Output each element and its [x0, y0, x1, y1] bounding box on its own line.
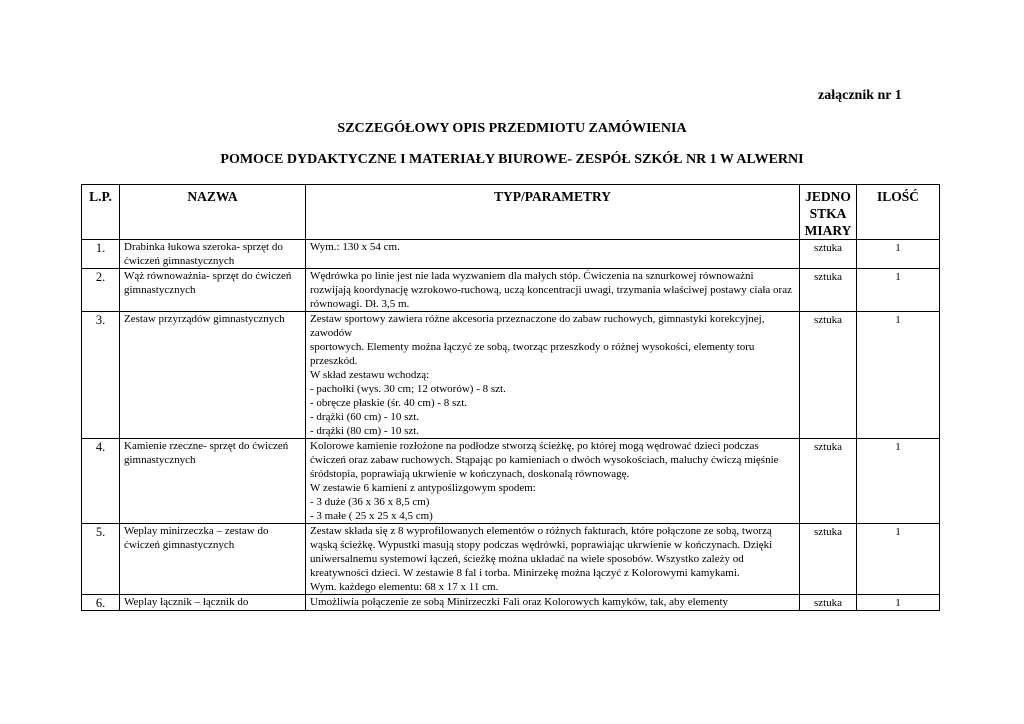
item-params — [306, 312, 800, 439]
row-number: 6. — [82, 595, 120, 611]
item-unit: sztuka — [800, 439, 857, 524]
table-row — [82, 524, 940, 595]
table-header-row — [82, 185, 940, 240]
params-line: wąską ścieżkę. Wypustki masują stopy podczas wędrówki, poprawiając ukrwienie w kończynach. Dzięki uniwersalnemu systemowi łączeń, ścieżkę można układać na wiele sposobów. Wszystko zależy od kreatywności dzieci. W zestawie 8 fal i torba. Minirzekę można łączyć z Kolorowymi kamykami. — [310, 539, 773, 579]
params-line: Zestaw sportowy zawiera różne akcesoria przeznaczone do zabaw ruchowych, gimnastyki korekcyjnej, zawodów — [310, 313, 765, 339]
item-name: Weplay łącznik – łącznik do — [120, 595, 306, 611]
row-number: 1. — [82, 240, 120, 269]
specification-table — [81, 184, 940, 611]
params-line: - drążki (60 cm) - 10 szt. — [310, 411, 420, 423]
item-name: Zestaw przyrządów gimnastycznych — [120, 312, 306, 439]
table-row — [82, 240, 940, 269]
params-line: Wym. każdego elementu: 68 x 17 x 11 cm. — [310, 581, 499, 593]
item-params — [306, 524, 800, 595]
item-params — [306, 240, 800, 269]
table-row — [82, 595, 940, 611]
params-line: - drążki (80 cm) - 10 szt. — [310, 425, 420, 437]
item-quantity: 1 — [857, 439, 940, 524]
row-number: 2. — [82, 269, 120, 312]
params-line: Wędrówka po linie jest nie lada wyzwaniem dla małych stóp. Ćwiczenia na sznurkowej równoważni rozwijają koordynację wzrokowo-ruchową, uczą koncentracji uwagi, trzymania właściwej postawy ciała oraz równowagi. Dł. 3,5 m. — [310, 270, 792, 310]
item-unit: sztuka — [800, 240, 857, 269]
annex-label: załącznik nr 1 — [818, 88, 902, 103]
params-line: Umożliwia połączenie ze sobą Minirzeczki Fali oraz Kolorowych kamyków, tak, aby elementy — [310, 596, 729, 608]
params-line: Kolorowe kamienie rozłożone na podłodze stworzą ścieżkę, po której mogą wędrować dzieci podczas ćwiczeń oraz zabaw ruchowych. Stąpając po kamieniach o dwóch wysokościach, maluchy ćwiczą mięśnie śródstopia, poprawiają ukrwienie w kończynach, doskonalą równowagę. — [310, 440, 779, 480]
params-line: W skład zestawu wchodzą: — [310, 369, 430, 381]
document-subtitle: POMOCE DYDAKTYCZNE I MATERIAŁY BIUROWE- ZESPÓŁ SZKÓŁ NR 1 W ALWERNI — [220, 152, 804, 167]
column-header-name: NAZWA — [120, 185, 306, 240]
item-params — [306, 269, 800, 312]
column-header-unit: JEDNO STKA MIARY — [800, 185, 857, 240]
params-line: - obręcze płaskie (śr. 40 cm) - 8 szt. — [310, 397, 467, 409]
item-unit: sztuka — [800, 269, 857, 312]
row-number: 5. — [82, 524, 120, 595]
item-params — [306, 595, 800, 611]
item-name: Drabinka łukowa szeroka- sprzęt do ćwiczeń gimnastycznych — [120, 240, 306, 269]
table-row — [82, 312, 940, 439]
item-name: Kamienie rzeczne- sprzęt do ćwiczeń gimnastycznych — [120, 439, 306, 524]
table-row — [82, 439, 940, 524]
item-unit: sztuka — [800, 524, 857, 595]
item-params — [306, 439, 800, 524]
item-quantity: 1 — [857, 269, 940, 312]
params-line: - 3 duże (36 x 36 x 8,5 cm) — [310, 496, 430, 508]
params-line: Wym.: 130 x 54 cm. — [310, 241, 400, 253]
item-unit: sztuka — [800, 595, 857, 611]
item-unit: sztuka — [800, 312, 857, 439]
params-line: Zestaw składa się z 8 wyprofilowanych elementów o różnych fakturach, które połączone ze sobą, tworzą — [310, 525, 772, 537]
column-header-quantity: ILOŚĆ — [857, 185, 940, 240]
params-line: - 3 małe ( 25 x 25 x 4,5 cm) — [310, 510, 433, 522]
item-quantity: 1 — [857, 524, 940, 595]
params-line: sportowych. Elementy można łączyć ze sobą, tworząc przeszkody o różnej wysokości, elementy toru przeszkód. — [310, 341, 755, 367]
params-line: - pachołki (wys. 30 cm; 12 otworów) - 8 szt. — [310, 383, 506, 395]
item-name: Weplay minirzeczka – zestaw do ćwiczeń gimnastycznych — [120, 524, 306, 595]
item-quantity: 1 — [857, 240, 940, 269]
table-row — [82, 269, 940, 312]
row-number: 4. — [82, 439, 120, 524]
item-quantity: 1 — [857, 312, 940, 439]
params-line: W zestawie 6 kamieni z antypoślizgowym spodem: — [310, 482, 536, 494]
row-number: 3. — [82, 312, 120, 439]
column-header-lp: L.P. — [82, 185, 120, 240]
column-header-params: TYP/PARAMETRY — [306, 185, 800, 240]
document-title: SZCZEGÓŁOWY OPIS PRZEDMIOTU ZAMÓWIENIA — [337, 121, 687, 136]
item-quantity: 1 — [857, 595, 940, 611]
item-name: Wąż równoważnia- sprzęt do ćwiczeń gimnastycznych — [120, 269, 306, 312]
